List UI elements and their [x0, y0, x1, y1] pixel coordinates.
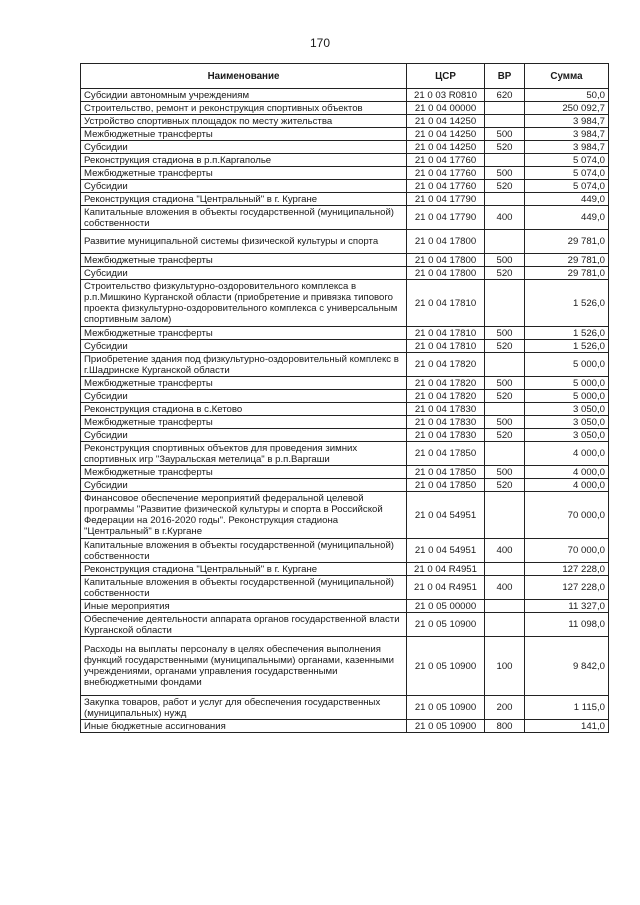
name-cell: Субсидии — [81, 141, 407, 154]
sum-cell: 449,0 — [525, 206, 609, 230]
vr-cell: 500 — [485, 167, 525, 180]
csr-cell: 21 0 05 00000 — [407, 600, 485, 613]
csr-cell: 21 0 04 17800 — [407, 230, 485, 254]
table-row — [81, 637, 609, 696]
vr-cell — [485, 102, 525, 115]
sum-cell: 449,0 — [525, 193, 609, 206]
table-row — [81, 267, 609, 280]
header-sum: Сумма — [525, 64, 609, 89]
vr-cell: 500 — [485, 327, 525, 340]
name-cell: Межбюджетные трансферты — [81, 128, 407, 141]
vr-cell: 200 — [485, 696, 525, 720]
vr-cell: 500 — [485, 416, 525, 429]
table-row — [81, 254, 609, 267]
table-row — [81, 377, 609, 390]
vr-cell: 500 — [485, 466, 525, 479]
name-cell: Субсидии автономным учреждениям — [81, 89, 407, 102]
sum-cell: 5 074,0 — [525, 154, 609, 167]
csr-cell: 21 0 04 17850 — [407, 466, 485, 479]
sum-cell: 70 000,0 — [525, 539, 609, 563]
name-cell: Субсидии — [81, 180, 407, 193]
csr-cell: 21 0 04 17760 — [407, 180, 485, 193]
name-cell: Закупка товаров, работ и услуг для обеспечения государственных (муниципальных) нужд — [81, 696, 407, 720]
table-row — [81, 230, 609, 254]
name-cell: Иные бюджетные ассигнования — [81, 720, 407, 733]
header-name: Наименование — [81, 64, 407, 89]
table-row — [81, 600, 609, 613]
csr-cell: 21 0 04 17810 — [407, 327, 485, 340]
table-row — [81, 390, 609, 403]
sum-cell: 1 115,0 — [525, 696, 609, 720]
sum-cell: 5 000,0 — [525, 377, 609, 390]
csr-cell: 21 0 04 17790 — [407, 193, 485, 206]
table-row — [81, 128, 609, 141]
table-row — [81, 89, 609, 102]
name-cell: Развитие муниципальной системы физической культуры и спорта — [81, 230, 407, 254]
sum-cell: 29 781,0 — [525, 254, 609, 267]
table-row — [81, 167, 609, 180]
sum-cell: 29 781,0 — [525, 267, 609, 280]
table-row — [81, 280, 609, 327]
vr-cell: 620 — [485, 89, 525, 102]
header-csr: ЦСР — [407, 64, 485, 89]
vr-cell: 520 — [485, 429, 525, 442]
vr-cell — [485, 442, 525, 466]
sum-cell: 127 228,0 — [525, 563, 609, 576]
csr-cell: 21 0 04 17830 — [407, 403, 485, 416]
sum-cell: 5 000,0 — [525, 390, 609, 403]
vr-cell: 520 — [485, 267, 525, 280]
table-row — [81, 403, 609, 416]
header-vr: ВР — [485, 64, 525, 89]
vr-cell — [485, 353, 525, 377]
vr-cell — [485, 492, 525, 539]
csr-cell: 21 0 04 17820 — [407, 390, 485, 403]
sum-cell: 3 050,0 — [525, 403, 609, 416]
table-row — [81, 563, 609, 576]
csr-cell: 21 0 05 10900 — [407, 613, 485, 637]
vr-cell — [485, 115, 525, 128]
csr-cell: 21 0 04 R4951 — [407, 576, 485, 600]
sum-cell: 127 228,0 — [525, 576, 609, 600]
name-cell: Реконструкция стадиона в с.Кетово — [81, 403, 407, 416]
sum-cell: 5 074,0 — [525, 167, 609, 180]
sum-cell: 1 526,0 — [525, 327, 609, 340]
csr-cell: 21 0 04 17830 — [407, 429, 485, 442]
sum-cell: 4 000,0 — [525, 466, 609, 479]
csr-cell: 21 0 05 10900 — [407, 720, 485, 733]
csr-cell: 21 0 04 00000 — [407, 102, 485, 115]
csr-cell: 21 0 04 17850 — [407, 442, 485, 466]
csr-cell: 21 0 04 54951 — [407, 492, 485, 539]
csr-cell: 21 0 03 R0810 — [407, 89, 485, 102]
vr-cell: 500 — [485, 128, 525, 141]
name-cell: Капитальные вложения в объекты государственной (муниципальной) собственности — [81, 539, 407, 563]
name-cell: Межбюджетные трансферты — [81, 466, 407, 479]
table-row — [81, 479, 609, 492]
sum-cell: 4 000,0 — [525, 479, 609, 492]
table-row — [81, 141, 609, 154]
name-cell: Межбюджетные трансферты — [81, 167, 407, 180]
sum-cell: 11 327,0 — [525, 600, 609, 613]
name-cell: Иные мероприятия — [81, 600, 407, 613]
name-cell: Межбюджетные трансферты — [81, 416, 407, 429]
table-row — [81, 429, 609, 442]
table-row — [81, 539, 609, 563]
table-row — [81, 492, 609, 539]
table-row — [81, 416, 609, 429]
name-cell: Расходы на выплаты персоналу в целях обеспечения выполнения функций государственными (муниципальными) органами, казенными учреждениями, органами управления государственными внебюджетными фондами — [81, 637, 407, 696]
sum-cell: 70 000,0 — [525, 492, 609, 539]
name-cell: Межбюджетные трансферты — [81, 377, 407, 390]
csr-cell: 21 0 05 10900 — [407, 696, 485, 720]
table-row — [81, 466, 609, 479]
table-row — [81, 353, 609, 377]
sum-cell: 50,0 — [525, 89, 609, 102]
name-cell: Обеспечение деятельности аппарата органов государственной власти Курганской области — [81, 613, 407, 637]
sum-cell: 3 984,7 — [525, 128, 609, 141]
csr-cell: 21 0 05 10900 — [407, 637, 485, 696]
sum-cell: 141,0 — [525, 720, 609, 733]
vr-cell — [485, 613, 525, 637]
name-cell: Межбюджетные трансферты — [81, 327, 407, 340]
sum-cell: 9 842,0 — [525, 637, 609, 696]
csr-cell: 21 0 04 17810 — [407, 340, 485, 353]
name-cell: Устройство спортивных площадок по месту жительства — [81, 115, 407, 128]
csr-cell: 21 0 04 17760 — [407, 154, 485, 167]
name-cell: Капитальные вложения в объекты государственной (муниципальной) собственности — [81, 576, 407, 600]
name-cell: Строительство, ремонт и реконструкция спортивных объектов — [81, 102, 407, 115]
csr-cell: 21 0 04 17810 — [407, 280, 485, 327]
sum-cell: 5 000,0 — [525, 353, 609, 377]
csr-cell: 21 0 04 14250 — [407, 115, 485, 128]
table-row — [81, 340, 609, 353]
sum-cell: 1 526,0 — [525, 340, 609, 353]
csr-cell: 21 0 04 14250 — [407, 141, 485, 154]
vr-cell — [485, 280, 525, 327]
vr-cell: 400 — [485, 576, 525, 600]
vr-cell — [485, 193, 525, 206]
name-cell: Субсидии — [81, 267, 407, 280]
table-row — [81, 206, 609, 230]
vr-cell: 520 — [485, 141, 525, 154]
sum-cell: 3 984,7 — [525, 115, 609, 128]
csr-cell: 21 0 04 14250 — [407, 128, 485, 141]
table-row — [81, 696, 609, 720]
csr-cell: 21 0 04 17790 — [407, 206, 485, 230]
name-cell: Реконструкция спортивных объектов для проведения зимних спортивных игр "Зауральская метелица" в р.п.Варгаши — [81, 442, 407, 466]
table-row — [81, 442, 609, 466]
name-cell: Субсидии — [81, 429, 407, 442]
name-cell: Субсидии — [81, 340, 407, 353]
csr-cell: 21 0 04 54951 — [407, 539, 485, 563]
name-cell: Реконструкция стадиона в р.п.Каргаполье — [81, 154, 407, 167]
sum-cell: 4 000,0 — [525, 442, 609, 466]
csr-cell: 21 0 04 17820 — [407, 377, 485, 390]
table-row — [81, 193, 609, 206]
vr-cell — [485, 230, 525, 254]
sum-cell: 11 098,0 — [525, 613, 609, 637]
name-cell: Капитальные вложения в объекты государственной (муниципальной) собственности — [81, 206, 407, 230]
vr-cell — [485, 403, 525, 416]
page-number: 170 — [309, 36, 331, 50]
vr-cell: 500 — [485, 254, 525, 267]
vr-cell: 400 — [485, 206, 525, 230]
sum-cell: 250 092,7 — [525, 102, 609, 115]
sum-cell: 1 526,0 — [525, 280, 609, 327]
csr-cell: 21 0 04 17760 — [407, 167, 485, 180]
sum-cell: 5 074,0 — [525, 180, 609, 193]
table-row — [81, 613, 609, 637]
name-cell: Приобретение здания под физкультурно-оздоровительный комплекс в г.Шадринске Курганской области — [81, 353, 407, 377]
vr-cell: 100 — [485, 637, 525, 696]
vr-cell: 500 — [485, 377, 525, 390]
csr-cell: 21 0 04 17850 — [407, 479, 485, 492]
table-row — [81, 180, 609, 193]
table-body — [81, 89, 609, 733]
csr-cell: 21 0 04 17800 — [407, 254, 485, 267]
table-row — [81, 576, 609, 600]
name-cell: Реконструкция стадиона "Центральный" в г. Кургане — [81, 193, 407, 206]
table-row — [81, 115, 609, 128]
csr-cell: 21 0 04 17800 — [407, 267, 485, 280]
vr-cell: 520 — [485, 180, 525, 193]
vr-cell: 520 — [485, 340, 525, 353]
name-cell: Реконструкция стадиона "Центральный" в г. Кургане — [81, 563, 407, 576]
csr-cell: 21 0 04 R4951 — [407, 563, 485, 576]
table-row — [81, 327, 609, 340]
vr-cell: 520 — [485, 390, 525, 403]
name-cell: Субсидии — [81, 390, 407, 403]
vr-cell — [485, 154, 525, 167]
sum-cell: 29 781,0 — [525, 230, 609, 254]
table-row — [81, 154, 609, 167]
table-header-row — [81, 64, 609, 89]
table-row — [81, 720, 609, 733]
vr-cell: 400 — [485, 539, 525, 563]
sum-cell: 3 050,0 — [525, 429, 609, 442]
name-cell: Межбюджетные трансферты — [81, 254, 407, 267]
budget-table — [80, 63, 609, 733]
name-cell: Строительство физкультурно-оздоровительного комплекса в р.п.Мишкино Курганской области (приобретение и привязка типового проекта физкультурно-оздоровительного комплекса с универсальным спортивным залом) — [81, 280, 407, 327]
vr-cell — [485, 563, 525, 576]
vr-cell: 520 — [485, 479, 525, 492]
sum-cell: 3 050,0 — [525, 416, 609, 429]
vr-cell: 800 — [485, 720, 525, 733]
csr-cell: 21 0 04 17830 — [407, 416, 485, 429]
name-cell: Субсидии — [81, 479, 407, 492]
csr-cell: 21 0 04 17820 — [407, 353, 485, 377]
vr-cell — [485, 600, 525, 613]
sum-cell: 3 984,7 — [525, 141, 609, 154]
name-cell: Финансовое обеспечение мероприятий федеральной целевой программы "Развитие физической культуры и спорта в Российской Федерации на 2016-2020 годы". Реконструкция стадиона "Центральный" в г.Кургане — [81, 492, 407, 539]
table-row — [81, 102, 609, 115]
